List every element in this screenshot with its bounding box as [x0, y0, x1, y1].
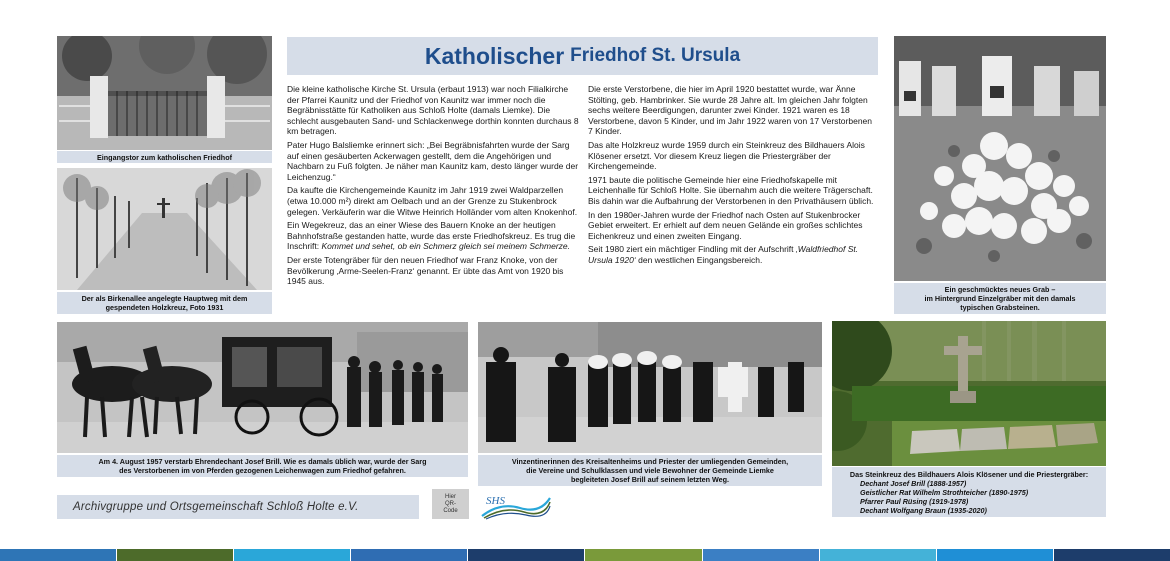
organization-banner — [57, 495, 419, 519]
priest-name: Pfarrer Paul Rüsing (1919-1978) — [860, 496, 969, 506]
qr-label-line-3: Code — [443, 507, 458, 514]
col2-paragraph-4: In den 1980er-Jahren wurde der Friedhof nach Osten auf Stukenbrocker Gebiet erweitert. Er erhielt auf dem neuen Gelände ein großes schlichtes Eichenkreuz und einen zweiten Eingang. — [588, 209, 863, 241]
grave-photo — [894, 36, 1106, 281]
color-bar-segment — [0, 549, 116, 561]
priest-name: Dechant Josef Brill (1888-1957) — [860, 478, 967, 488]
procession-caption-line-2: die Vereine und Schulklassen und viele Bewohner der Gemeinde Liemke — [526, 466, 774, 475]
qr-label-line-1: Hier — [444, 493, 456, 500]
color-bar-segment — [819, 549, 936, 561]
stonecross-caption-intro: Das Steinkreuz des Bildhauers Alois Klösener und die Priestergräber: — [849, 469, 1089, 479]
color-bar-segment — [116, 549, 233, 561]
col2-paragraph-5-text: Seit 1980 ziert ein mächtiger Findling mit der Aufschrift — [588, 244, 794, 255]
col1-paragraph-3: Da kaufte die Kirchengemeinde Kaunitz im Jahr 1919 zwei Waldparzellen (etwa 10.000 m²) direkt am Oelbach und an der Grenze zu Stukenbrock gelegen. Verkäuferin war die Witwe Heinrich Holländer vom alten Knokenhof. — [287, 185, 578, 217]
title-main: Katholischer — [424, 42, 565, 69]
priest-name: Geistlicher Rat Wilhelm Strothteicher (1890-1975) — [860, 487, 1029, 497]
color-bar-segment — [1053, 549, 1170, 561]
grave-caption-line-2: im Hintergrund Einzelgräber mit den damals — [924, 294, 1076, 303]
col1-paragraph-5: Der erste Totengräber für den neuen Friedhof war Franz Knoke, von der Bevölkerung ‚Arme-Seelen-Franz‘ genannt. Er übte das Amt von 1920 bis 1945 aus. — [287, 254, 564, 287]
procession-caption — [478, 455, 822, 486]
col2-paragraph-3: 1971 baute die politische Gemeinde hier eine Friedhofskapelle mit Leichenhalle für Schloß Holte. Sie übernahm auch die weitere Trägerschaft. Bis dahin war die Aufbahrung der Verstorbenen in den Privathäusern üblich. — [588, 174, 874, 206]
procession-caption-line-1: Vinzentinerinnen des Kreisaltenheims und Priester der umliegenden Gemeinden, — [511, 457, 789, 466]
gate-photo — [57, 36, 272, 150]
stonecross-photo — [832, 321, 1106, 466]
col1-paragraph-4 — [287, 220, 579, 252]
birch-path-photo — [57, 168, 272, 290]
qr-label-line-2: QR- — [445, 500, 456, 507]
col2-paragraph-2: Das alte Holzkreuz wurde 1959 durch ein Steinkreuz des Bildhauers Alois Klösener ersetzt. Vor diesem Kreuz liegen die Priestergräber der Kirchengemeinde. — [588, 139, 865, 172]
text-column-1 — [287, 84, 579, 290]
birch-path-caption-line-1: Der als Birkenallee angelegte Hauptweg mit dem — [81, 294, 248, 303]
color-bar-segment — [936, 549, 1053, 561]
grave-caption-line-3: typischen Grabsteinen. — [960, 303, 1040, 312]
priest-name: Dechant Wolfgang Braun (1935-2020) — [860, 505, 987, 515]
organization-name: Archivgruppe und Ortsgemeinschaft Schloß Holte e.V. — [73, 501, 359, 513]
color-bar-segment — [584, 549, 701, 561]
col2-paragraph-5-end: den westlichen Eingangsbereich. — [638, 254, 763, 265]
col1-paragraph-4-text: Ein Wegekreuz, das an einer Wiese des Bauern Knoke an der heutigen Bahnhofstraße gestanden hatte, wurde das erste Friedhofskreuz. Es trug die Inschrift: — [287, 220, 576, 252]
grave-caption — [894, 283, 1106, 314]
color-bar-segment — [702, 549, 819, 561]
grave-caption-line-1: Ein geschmücktes neues Grab – — [944, 285, 1056, 294]
col1-inscription: Kommet und sehet, ob ein Schmerz gleich sei meinem Schmerze. — [321, 241, 571, 252]
procession-photo — [478, 322, 822, 453]
col2-paragraph-1: Die erste Verstorbene, die hier im April 1920 bestattet wurde, war Änne Stölting, geb. Hambrinker. Sie wurde 28 Jahre alt. Im gleichen Jahr folgten sechs weitere Beerdigungen, darunter zwei Kinder. 1921 waren es 18 Verstorbene, davon 5 Kinder, und im Jahr 1922 waren von 17 Verstorbenen 7 Kinder. — [588, 84, 872, 137]
shs-logo-text: SHS — [486, 495, 505, 507]
color-bar-segment — [233, 549, 350, 561]
hearse-caption-line-1: Am 4. August 1957 verstarb Ehrendechant Josef Brill. Wie es damals üblich war, wurde der Sarg — [98, 457, 427, 466]
priest-graves-list — [832, 479, 1028, 515]
col2-stone-inscription: ‚Waldfriedhof St. Ursula 1920‘ — [588, 244, 859, 265]
color-bar-segment — [350, 549, 467, 561]
gate-caption-text: Eingangstor zum katholischen Friedhof — [97, 152, 232, 162]
color-bar-segment — [467, 549, 584, 561]
gate-caption — [57, 151, 272, 163]
hearse-caption-line-2: des Verstorbenen im von Pferden gezogenen Leichenwagen zum Friedhof gefahren. — [119, 466, 406, 475]
shs-logo — [480, 488, 552, 520]
birch-path-caption — [57, 292, 272, 314]
hearse-caption — [57, 455, 468, 477]
title-sub: Friedhof St. Ursula — [570, 45, 741, 66]
hearse-photo — [57, 322, 468, 453]
col1-paragraph-2: Pater Hugo Balsliemke erinnert sich: „Bei Begräbnisfahrten wurde der Sarg auf einen gesäuberten Ackerwagen gestellt, dem die Angehörigen und Nachbarn zu Fuß folgten. Je näher man Kaunitz kam, desto länger wurde der Leichenzug.“ — [287, 139, 579, 182]
page-title — [287, 37, 878, 75]
qr-code-placeholder — [432, 489, 469, 519]
procession-caption-line-3: begleiteten Josef Brill auf seinem letzten Weg. — [570, 475, 730, 484]
bottom-color-bar — [0, 549, 1170, 561]
col1-paragraph-1: Die kleine katholische Kirche St. Ursula (erbaut 1913) war noch Filialkirche der Pfarrei Kaunitz und der Friedhof von Kaunitz war immer noch die Begräbnisstätte für Katholiken aus Schloß Holte (damals Liemke). Die schlecht ausgebauten Sand- und Schlackenwege dorthin konnten durchaus 8 km betragen. — [287, 84, 579, 137]
birch-path-caption-line-2: gespendeten Holzkreuz, Foto 1931 — [105, 303, 224, 312]
stonecross-caption — [832, 467, 1106, 517]
text-column-2 — [588, 84, 878, 269]
col2-paragraph-5 — [588, 244, 878, 265]
